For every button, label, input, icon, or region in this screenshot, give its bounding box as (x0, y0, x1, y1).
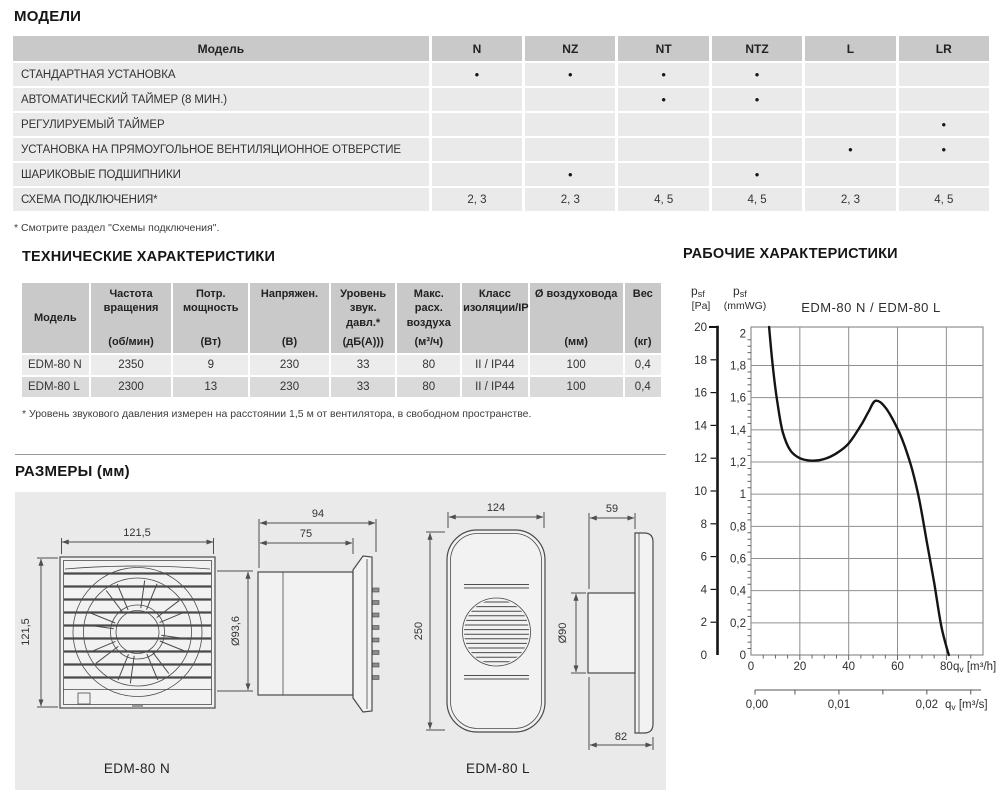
feature-label: УСТАНОВКА НА ПРЯМОУГОЛЬНОЕ ВЕНТИЛЯЦИОННОЕ ОТВЕРСТИЕ (13, 138, 429, 161)
edm80n-label: EDM-80 N (103, 761, 171, 776)
svg-text:82: 82 (614, 731, 628, 743)
edm80n-depth-dim (259, 508, 376, 568)
spec-cell: 230 (250, 377, 329, 397)
svg-text:0: 0 (739, 650, 746, 662)
feature-cell (899, 88, 989, 111)
spec-cell: 0,4 (625, 377, 661, 397)
performance-chart (683, 280, 1000, 720)
spec-cell: 100 (530, 377, 623, 397)
feature-cell: 2, 3 (525, 188, 615, 211)
models-header-row (13, 36, 989, 61)
svg-text:10: 10 (694, 486, 707, 498)
spec-cell: II / IP44 (462, 355, 528, 375)
table-row (22, 355, 661, 375)
models-table (10, 34, 992, 213)
spec-cell: II / IP44 (462, 377, 528, 397)
edm80l-side-drawing (588, 533, 653, 733)
svg-text:qv [m³/h]: qv [m³/h] (953, 661, 997, 674)
svg-text:2: 2 (700, 617, 707, 630)
spec-cell: 80 (397, 377, 460, 397)
models-col-header-n: N (432, 36, 522, 61)
svg-text:EDM-80 N / EDM-80 L: EDM-80 N / EDM-80 L (801, 300, 941, 315)
feature-cell (712, 113, 802, 136)
svg-text:60: 60 (891, 661, 904, 673)
table-row (13, 188, 989, 211)
feature-cell: 4, 5 (712, 188, 802, 211)
svg-text:0,2: 0,2 (730, 617, 746, 630)
feature-cell: • (525, 63, 615, 86)
table-row (22, 377, 661, 397)
svg-text:20: 20 (694, 322, 707, 334)
svg-text:0,01: 0,01 (827, 699, 851, 711)
feature-cell: • (899, 113, 989, 136)
edm80l-label: EDM-80 L (466, 761, 530, 776)
svg-text:2: 2 (739, 328, 746, 341)
svg-text:1,8: 1,8 (730, 360, 746, 373)
svg-text:250: 250 (413, 621, 425, 641)
tech-col-header: Вес (кг) (625, 283, 661, 353)
spec-cell: 230 (250, 355, 329, 375)
spec-cell: 9 (173, 355, 248, 375)
tech-col-header: Уровень звук. давл.* (дБ(А))) (331, 283, 396, 353)
feature-cell (618, 113, 708, 136)
edm80n-height-dim (20, 558, 58, 707)
feature-cell (525, 113, 615, 136)
feature-label: РЕГУЛИРУЕМЫЙ ТАЙМЕР (13, 113, 429, 136)
dimension-drawings (15, 492, 666, 790)
feature-cell: • (432, 63, 522, 86)
svg-text:4: 4 (700, 584, 707, 597)
svg-text:1,6: 1,6 (730, 392, 746, 405)
feature-cell: • (899, 138, 989, 161)
feature-cell: 2, 3 (432, 188, 522, 211)
spec-cell: 2350 (91, 355, 172, 375)
edm80l-height-dim (413, 532, 445, 730)
feature-cell: • (712, 88, 802, 111)
table-row (13, 63, 989, 86)
svg-text:0,00: 0,00 (745, 699, 769, 711)
feature-cell: • (525, 163, 615, 186)
feature-cell (899, 163, 989, 186)
svg-text:1,2: 1,2 (730, 457, 746, 470)
svg-text:18: 18 (694, 354, 707, 367)
svg-text:0: 0 (747, 661, 755, 673)
svg-text:80: 80 (939, 661, 953, 673)
feature-label: ШАРИКОВЫЕ ПОДШИПНИКИ (13, 163, 429, 186)
svg-text:0,02: 0,02 (915, 699, 939, 711)
feature-cell: 4, 5 (618, 188, 708, 211)
svg-text:0,4: 0,4 (730, 585, 746, 598)
models-footnote: * Смотрите раздел "Схемы подключения". (14, 222, 220, 234)
svg-text:14: 14 (694, 420, 707, 433)
tech-col-header: Частота вращения (об/мин) (91, 283, 172, 353)
feature-label: СХЕМА ПОДКЛЮЧЕНИЯ* (13, 188, 429, 211)
feature-cell (525, 88, 615, 111)
svg-text:qv [m³/s]: qv [m³/s] (945, 699, 988, 712)
spec-cell: 100 (530, 355, 623, 375)
models-col-header-ntz: NTZ (712, 36, 802, 61)
spec-cell: 80 (397, 355, 460, 375)
feature-cell (805, 113, 895, 136)
feature-cell: 4, 5 (899, 188, 989, 211)
edm80l-width-dim (448, 502, 544, 528)
table-row (13, 113, 989, 136)
models-col-header-nt: NT (618, 36, 708, 61)
svg-text:6: 6 (700, 551, 707, 564)
models-col-header-lr: LR (899, 36, 989, 61)
feature-cell (805, 163, 895, 186)
fan-curve (769, 327, 949, 655)
feature-cell (432, 113, 522, 136)
svg-text:0,6: 0,6 (730, 553, 746, 566)
feature-cell (899, 63, 989, 86)
spec-cell: 2300 (91, 377, 172, 397)
feature-cell: • (712, 163, 802, 186)
tech-col-header: Модель (22, 283, 89, 353)
spec-cell: 33 (331, 377, 396, 397)
svg-text:75: 75 (299, 528, 313, 540)
svg-text:121,5: 121,5 (123, 527, 151, 539)
tech-col-header: Класс изоляции/IP (462, 283, 528, 353)
svg-text:16: 16 (694, 387, 707, 400)
svg-text:Ø93,6: Ø93,6 (230, 616, 242, 646)
svg-text:0,8: 0,8 (730, 521, 746, 534)
models-col-header-l: L (805, 36, 895, 61)
svg-text:Ø90: Ø90 (557, 622, 569, 644)
svg-text:(mmWG): (mmWG) (723, 300, 767, 312)
svg-text:59: 59 (605, 503, 619, 515)
feature-cell (432, 138, 522, 161)
tech-col-header: Макс. расх. воздуха (м³/ч) (397, 283, 460, 353)
spec-cell: 0,4 (625, 355, 661, 375)
table-row (13, 163, 989, 186)
performance-heading: РАБОЧИЕ ХАРАКТЕРИСТИКИ (683, 246, 898, 262)
svg-text:40: 40 (842, 661, 856, 673)
svg-text:20: 20 (793, 661, 807, 673)
feature-cell (432, 88, 522, 111)
tech-table (20, 281, 663, 399)
models-col-header-nz: NZ (525, 36, 615, 61)
table-row (13, 138, 989, 161)
models-col-header-model: Модель (13, 36, 429, 61)
feature-cell (618, 138, 708, 161)
tech-heading: ТЕХНИЧЕСКИЕ ХАРАКТЕРИСТИКИ (22, 249, 276, 265)
tech-header-row (22, 283, 661, 353)
edm80n-front-drawing (60, 557, 215, 708)
models-heading: МОДЕЛИ (14, 8, 82, 25)
spec-cell: 13 (173, 377, 248, 397)
feature-cell (805, 63, 895, 86)
tech-col-header: Напряжен. (В) (250, 283, 329, 353)
edm80n-ductlen-dim (260, 528, 353, 554)
edm80n-width-dim (62, 527, 214, 554)
feature-cell: • (805, 138, 895, 161)
svg-text:8: 8 (700, 518, 707, 531)
svg-text:1,4: 1,4 (730, 424, 746, 437)
svg-text:0: 0 (700, 650, 707, 662)
edm80l-front-drawing (447, 530, 545, 732)
feature-cell (712, 138, 802, 161)
spec-cell: 33 (331, 355, 396, 375)
model-name-cell: EDM-80 L (22, 377, 89, 397)
tech-col-header: Ø воздуховода (мм) (530, 283, 623, 353)
svg-text:12: 12 (694, 453, 707, 466)
feature-cell: • (618, 63, 708, 86)
tech-col-header: Потр. мощность (Вт) (173, 283, 248, 353)
edm80l-duct-dim (557, 593, 586, 673)
feature-label: АВТОМАТИЧЕСКИЙ ТАЙМЕР (8 МИН.) (13, 88, 429, 111)
feature-cell (618, 163, 708, 186)
svg-text:121,5: 121,5 (20, 618, 32, 646)
svg-text:94: 94 (311, 508, 325, 520)
svg-text:psf: psf (691, 284, 705, 299)
dimensions-heading: РАЗМЕРЫ (мм) (15, 463, 130, 480)
model-name-cell: EDM-80 N (22, 355, 89, 375)
feature-label: СТАНДАРТНАЯ УСТАНОВКА (13, 63, 429, 86)
section-divider (15, 454, 666, 455)
svg-text:124: 124 (486, 502, 506, 514)
svg-text:psf: psf (733, 284, 747, 299)
feature-cell (525, 138, 615, 161)
edm80n-side-drawing (258, 556, 379, 712)
table-row (13, 88, 989, 111)
feature-cell: 2, 3 (805, 188, 895, 211)
edm80n-duct-dim (217, 571, 253, 691)
tech-footnote: * Уровень звукового давления измерен на расстоянии 1,5 м от вентилятора, в свободном пространстве. (22, 408, 532, 420)
dimensions-panel (15, 492, 666, 790)
feature-cell (432, 163, 522, 186)
edm80l-flange-dim (589, 503, 635, 589)
svg-text:[Pa]: [Pa] (691, 300, 711, 312)
feature-cell: • (712, 63, 802, 86)
feature-cell (805, 88, 895, 111)
feature-cell: • (618, 88, 708, 111)
svg-text:1: 1 (739, 489, 746, 502)
